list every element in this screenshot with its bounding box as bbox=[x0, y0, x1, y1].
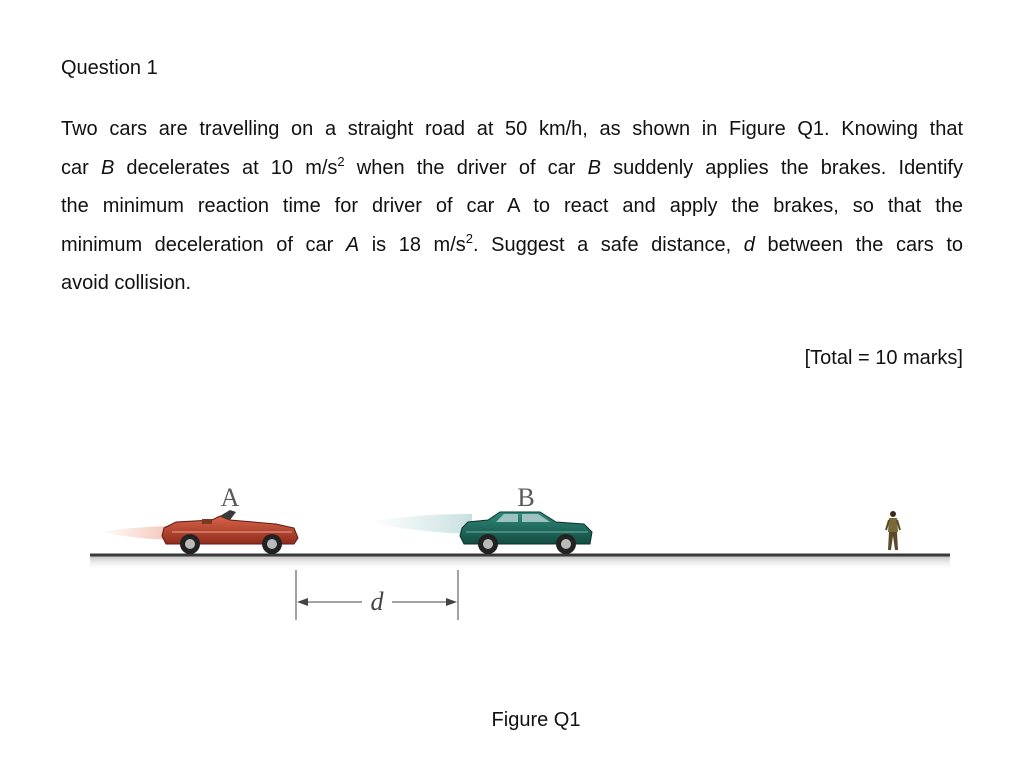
question-line-5: avoid collision. bbox=[61, 272, 192, 294]
figure-caption: Figure Q1 bbox=[491, 709, 581, 731]
pedestrian-illustration bbox=[886, 511, 900, 550]
figure-q1-illustration bbox=[80, 470, 960, 640]
car-a-label: A bbox=[220, 483, 240, 512]
question-heading: Question 1 bbox=[61, 57, 158, 79]
question-line-1: Two cars are travelling on a straight road at 50 km/h, as shown in Figure Q1. Knowing that bbox=[61, 118, 963, 140]
road-shadow bbox=[90, 556, 950, 570]
distance-dimension bbox=[296, 570, 458, 620]
car-b-label: B bbox=[517, 483, 535, 512]
question-body bbox=[61, 110, 963, 303]
question-line-4: minimum deceleration of car A is 18 $m/s^2$. Suggest a safe distance, d between the cars to bbox=[61, 230, 964, 256]
car-a-illustration bbox=[162, 510, 298, 554]
road-line bbox=[90, 554, 950, 557]
question-line-2: car B decelerates at 10 $m/s^2$ when the driver of car B suddenly applies the brakes. Identify bbox=[61, 153, 963, 179]
car-b-speed-trail bbox=[370, 514, 472, 534]
question-line-3: the minimum reaction time for driver of car A to react and apply the brakes, so that the bbox=[61, 195, 963, 217]
car-b-illustration bbox=[460, 512, 592, 554]
distance-label: d bbox=[370, 587, 384, 616]
total-marks: [Total = 10 marks] bbox=[804, 347, 963, 369]
